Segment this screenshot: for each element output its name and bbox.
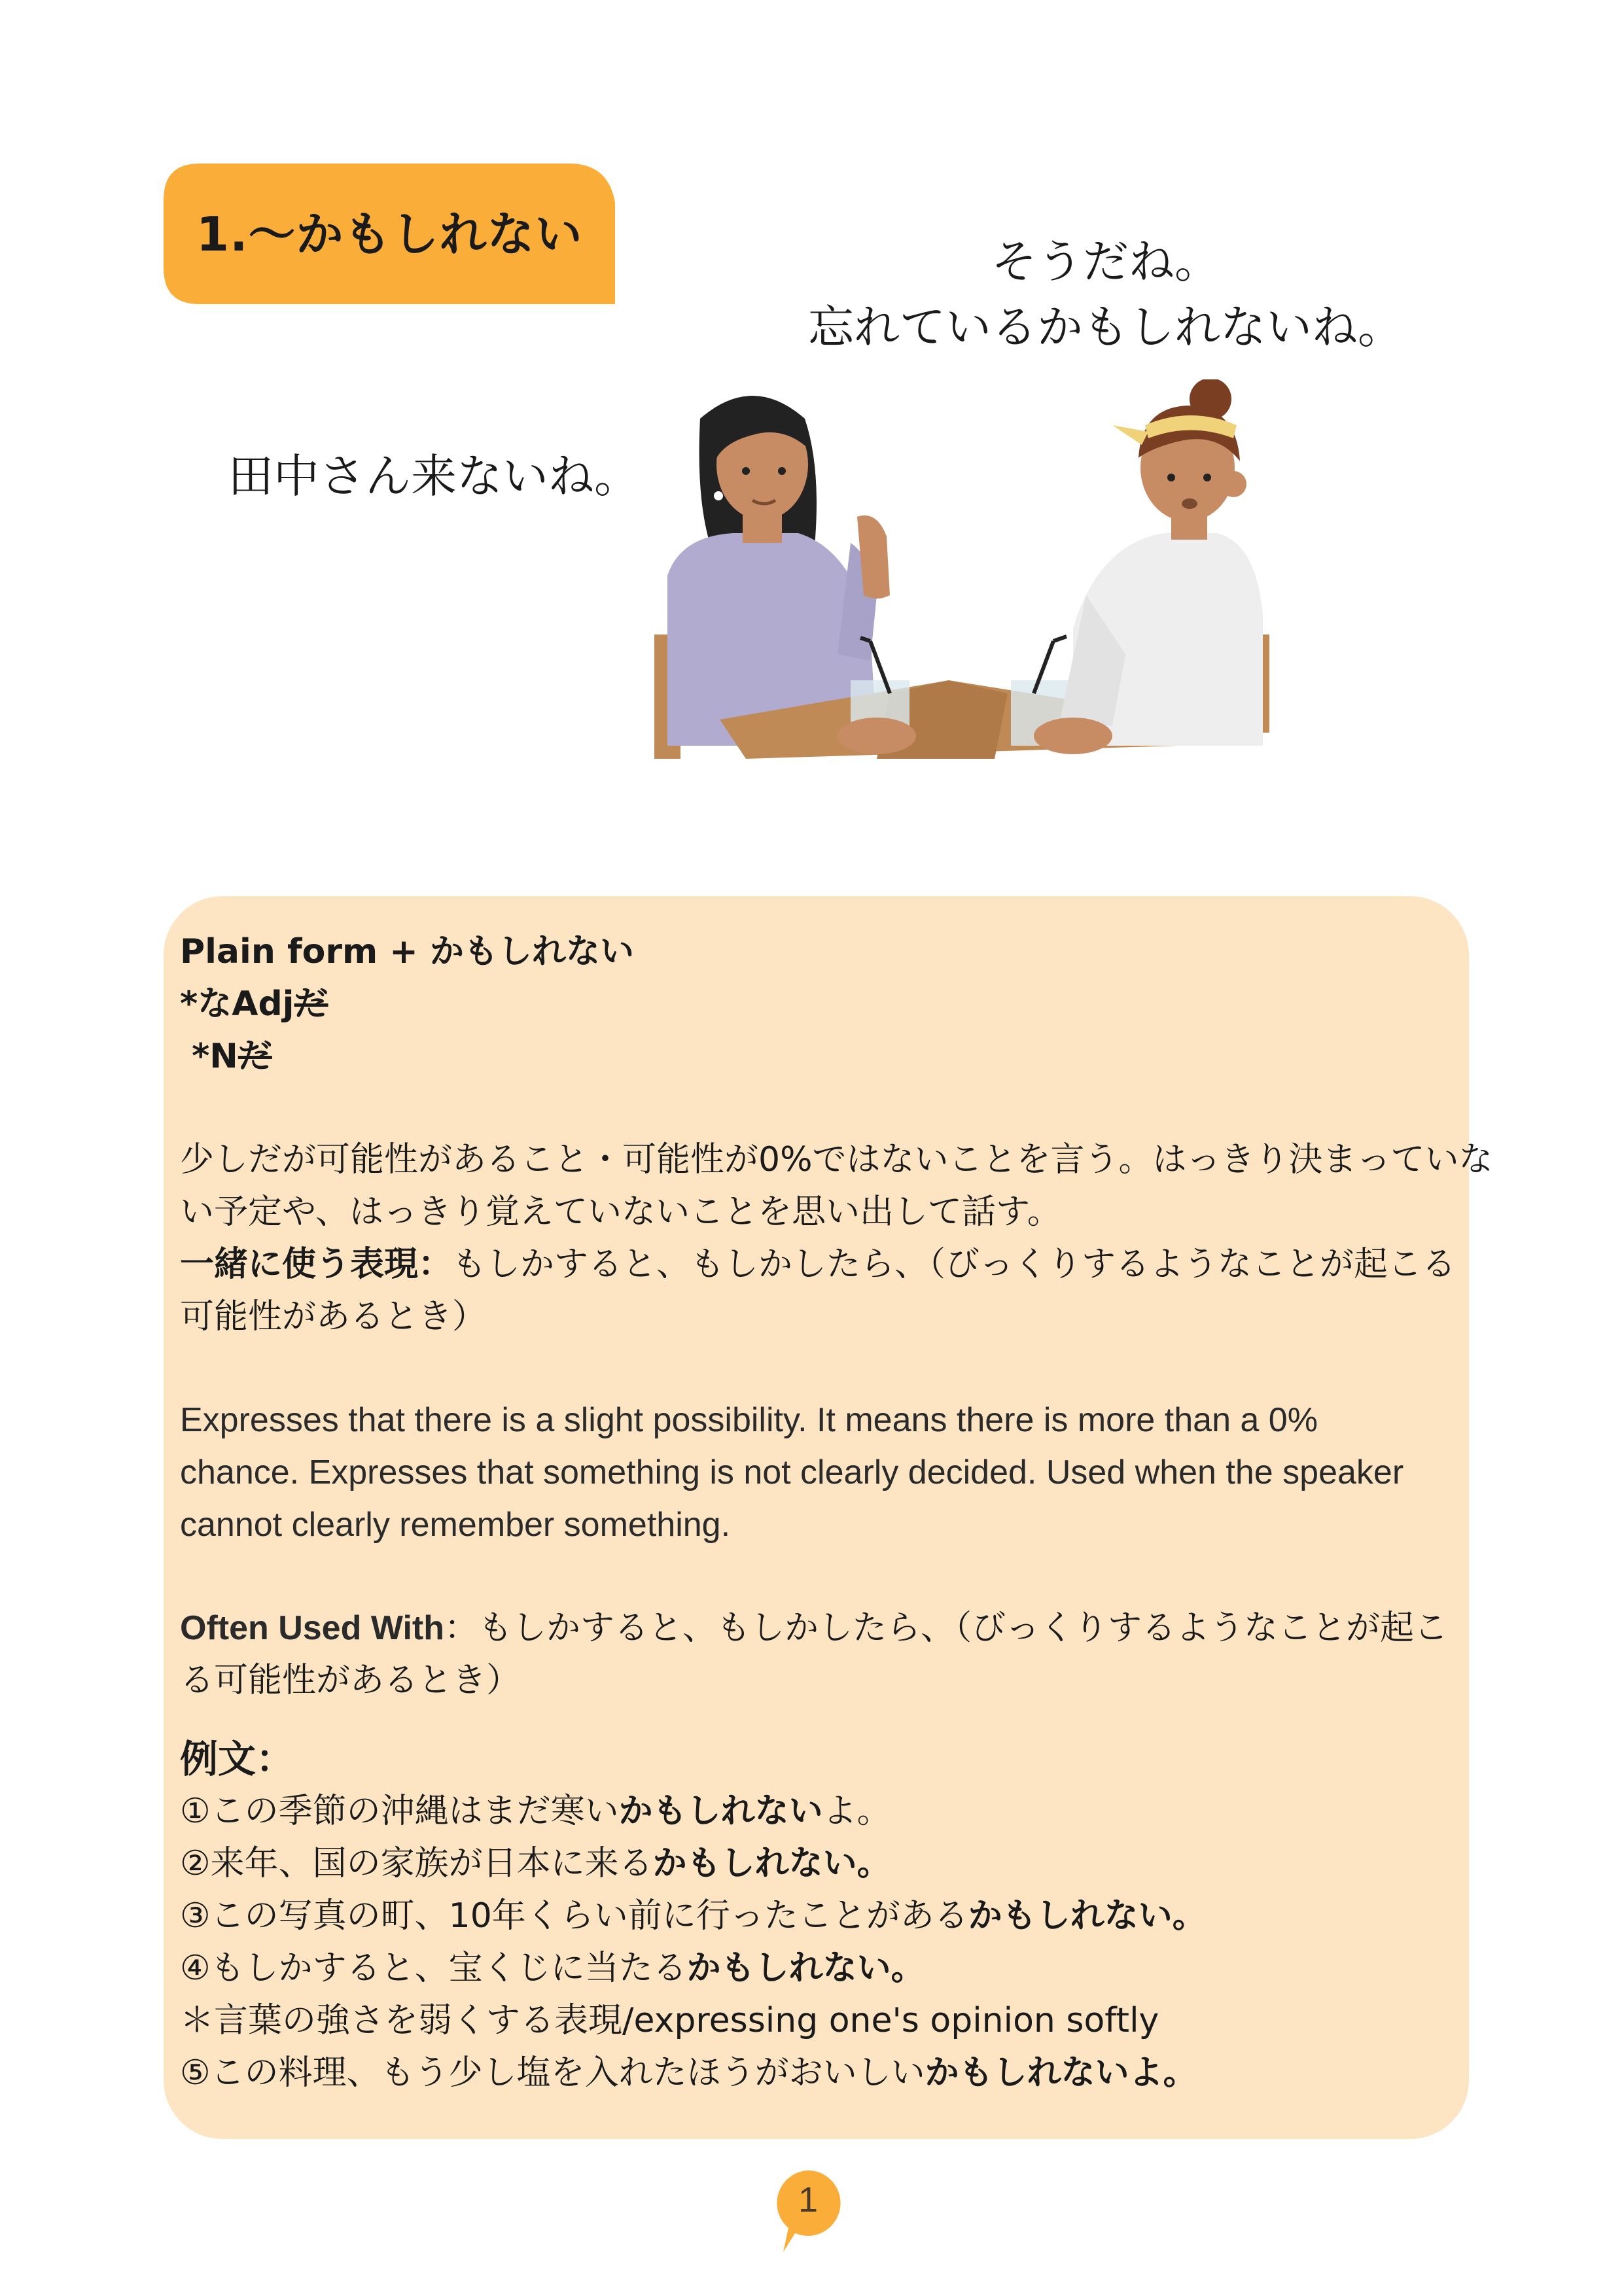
grammar-noun-line (180, 1030, 1456, 1083)
example-2 (180, 1837, 1456, 1890)
title-bubble (164, 164, 615, 305)
example-3-bold: かもしれない。 (968, 1896, 1207, 1936)
two-women-illustration (654, 379, 1302, 759)
example-5 (180, 2047, 1456, 2099)
often-used-line1 (180, 1602, 1456, 1654)
example-2-bold: かもしれない。 (652, 1844, 891, 1883)
used-with-text: もしかすると、もしかしたら、（びっくりするようなことが起こる (452, 1245, 1456, 1284)
dialogue-right-line2: 忘れているかもしれないね。 (808, 300, 1403, 354)
example-1-bold: かもしれない (618, 1792, 823, 1831)
example-5-bold: かもしれないよ。 (925, 2053, 1197, 2093)
often-used-label: Often Used With (180, 1609, 444, 1647)
dialogue-right (772, 229, 1439, 360)
example-4 (180, 1942, 1456, 1994)
explanation-en-line3: cannot clearly remember something. (180, 1506, 731, 1544)
example-1 (180, 1785, 1456, 1837)
explanation-en-line1: Expresses that there is a slight possibility. It means there is more than a 0% (180, 1401, 1318, 1439)
page-number-badge (775, 2170, 847, 2255)
grammar-form-prefix: Plain form + (180, 932, 430, 971)
often-used-text: ：もしかすると、もしかしたら、（びっくりするようなことが起こ (444, 1609, 1448, 1648)
explanation-en-line2: chance. Expresses that something is not clearly decided. Used when the speaker (180, 1453, 1404, 1491)
grammar-info-box (164, 896, 1493, 2139)
example-3 (180, 1890, 1456, 1942)
grammar-na-adj-strike: だ (294, 984, 328, 1024)
example-4-text: ④もしかすると、宝くじに当たる (180, 1949, 687, 1988)
grammar-noun-strike: だ (238, 1037, 272, 1076)
explanation-jp-line2: い予定や、はっきり覚えていないことを思い出して話す。 (180, 1192, 1061, 1232)
grammar-noun: *N (180, 1037, 238, 1076)
grammar-form-line (180, 926, 1456, 978)
examples-heading: 例文： (180, 1737, 294, 1781)
example-1-post: よ。 (822, 1792, 891, 1831)
dialogue-right-line1: そうだね。 (991, 235, 1220, 288)
grammar-na-adj: *なAdj (180, 984, 294, 1024)
often-used-line2: る可能性があるとき） (180, 1661, 521, 1700)
example-3-text: ③この写真の町、10年くらい前に行ったことがある (180, 1896, 968, 1936)
explanation-jp-line1: 少しだが可能性があること・可能性が0%ではないことを言う。はっきり決まっていな (180, 1140, 1493, 1179)
softening-note: ＊言葉の強さを弱くする表現/expressing one's opinion softly (180, 2001, 1159, 2040)
page-title: 1.〜かもしれない (196, 207, 583, 262)
explanation-jp-line3 (180, 1238, 1456, 1291)
cafe-illustration (654, 379, 1302, 759)
example-5-text: ⑤この料理、もう少し塩を入れたほうがおいしい (180, 2053, 925, 2093)
used-with-label: 一緒に使う表現： (180, 1245, 453, 1284)
dialogue-left: 田中さん来ないね。 (228, 449, 640, 503)
grammar-info-content (180, 926, 1493, 2099)
example-1-text: ①この季節の沖縄はまだ寒い (180, 1792, 619, 1831)
example-2-text: ②来年、国の家族が日本に来る (180, 1844, 653, 1883)
example-4-bold: かもしれない。 (686, 1949, 925, 1988)
page-number: 1 (798, 2180, 819, 2219)
grammar-na-adj-line (180, 978, 1456, 1030)
grammar-form-suffix: かもしれない (429, 932, 634, 971)
explanation-jp-line4: 可能性があるとき） (180, 1297, 487, 1336)
